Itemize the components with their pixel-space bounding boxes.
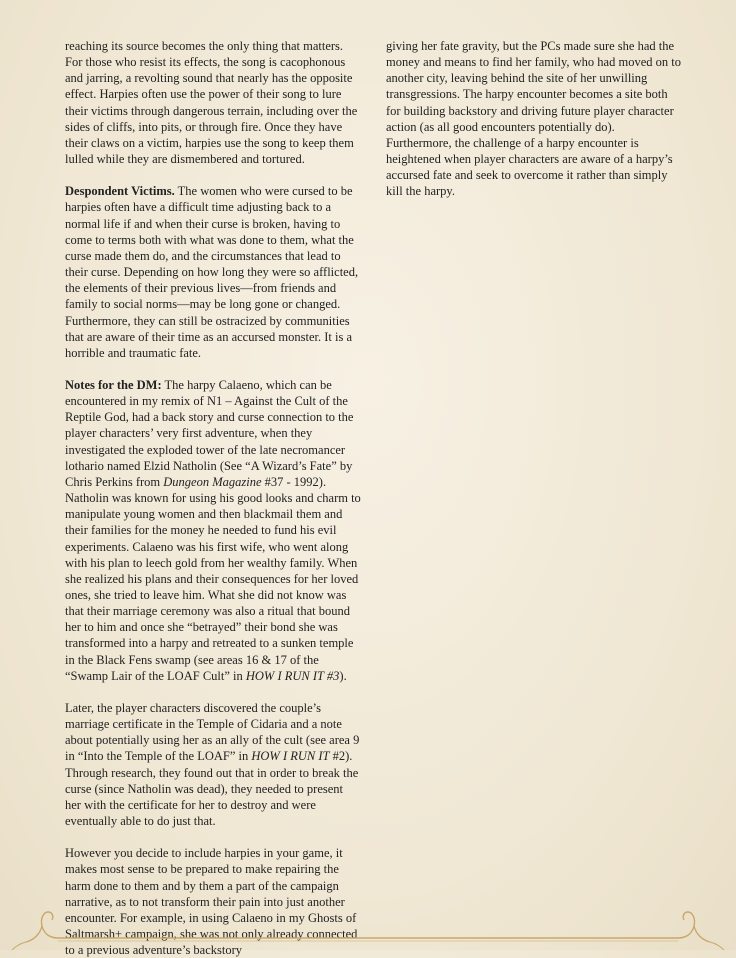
paragraph-include-harpies: However you decide to include harpies in your game, it makes most sense to be prepared to make repairing the harm done to them and by them a part of the campaign narrative, as to not transform their pain into just another encounter. For example, in using Calaeno in my Ghosts of Saltmarsh+ campaign, she was not only already connected to a previous adventure’s backstory — [65, 846, 358, 958]
paragraph-notes-for-dm — [65, 377, 361, 684]
paragraph-marriage-certificate — [65, 700, 361, 829]
notes-text-a: The harpy Calaeno, which can be encountered in my remix of N1 – Against the Cult of the Reptile God, had a back story and curse connection to the player characters’ very first adventure, when they investigated the exploded tower of the late necromancer lothario named Elzid Natholin (See “A Wizard’s Fate” by Chris Perkins from — [65, 377, 354, 489]
despondent-victims-body: The women who were cursed to be harpies often have a difficult time adjusting back to a normal life if and when their curse is broken, having to come to terms both with what was done to them, what the curse made them do, and the circumstances that lead to their curse. Depending on how long they were so afflicted, the elements of their previous lives—from friends and family to social norms—may be long gone or changed. Furthermore, they can still be ostracized by communities that are aware of their time as an accursed monster. It is a horrible and traumatic fate. — [65, 184, 359, 360]
footer-corner-left — [26, 912, 58, 942]
paragraph-despondent-victims — [65, 183, 361, 361]
notes-text-b: #37 - 1992). Natholin was known for using his good looks and charm to manipulate young women and then blackmail them and their families for the money he needed to fund his evil experiments. Calaeno was his first wife, who went along with his plan to leech gold from her wealthy family. When she realized his plans and their consequences for her loved ones, she tried to leave him. What she did not know was that their marriage ceremony was also a ritual that bound her to him and once she “betrayed” their bond she was transformed into a harpy and retreated to a sunken temple in the Black Fens swamp (see areas 16 & 17 of the “Swamp Lair of the LOAF Cult” in — [65, 474, 361, 683]
notes-for-dm-heading: Notes for the DM: — [65, 377, 162, 392]
notes-italic-how-i-run-it-3: HOW I RUN IT #3 — [245, 668, 340, 683]
footer-swirl-left — [12, 942, 26, 950]
footer-swirl-right — [710, 942, 724, 950]
notes-italic-dungeon-magazine: Dungeon Magazine — [163, 474, 262, 489]
certificate-text-b: #2). Through research, they found out that in order to break the curse (since Natholin was dead), they needed to present her with the certificate for her to destroy and were eventually able to do just that. — [65, 749, 359, 829]
footer-frame-ornament — [0, 890, 736, 950]
footer-corner-right — [678, 912, 710, 942]
despondent-victims-heading: Despondent Victims. — [65, 184, 175, 199]
certificate-italic-how-i-run-it: HOW I RUN IT — [251, 749, 330, 764]
right-column — [386, 38, 682, 200]
paragraph-fate-gravity: giving her fate gravity, but the PCs made sure she had the money and means to find her family, who had moved on to another city, leaving behind the site of her unwilling transgressions. The harpy encounter becomes a site both for building backstory and driving future player character action (as all good encounters potentially do). Furthermore, the challenge of a harpy encounter is heightened when player characters are aware of a harpy’s accursed fate and seek to overcome it rather than simply kill the harpy. — [386, 39, 681, 199]
paragraph-harpy-song: reaching its source becomes the only thing that matters. For those who resist its effects, the song is cacophonous and jarring, a revolting sound that nearly has the opposite effect. Harpies often use the power of their song to lure their victims through dangerous terrain, including over the sides of cliffs, into pits, or through fire. Once they have their claws on a victim, harpies use the song to keep them lulled while they are dismembered and tortured. — [65, 39, 358, 167]
left-column — [65, 38, 361, 958]
notes-text-c: ). — [339, 668, 347, 683]
certificate-text-a: Later, the player characters discovered the couple’s marriage certificate in the Temple of Cidaria and a note about potentially using her as an ally of the cult (see area 9 in “Into the Temple of the LOAF” in — [65, 700, 360, 764]
